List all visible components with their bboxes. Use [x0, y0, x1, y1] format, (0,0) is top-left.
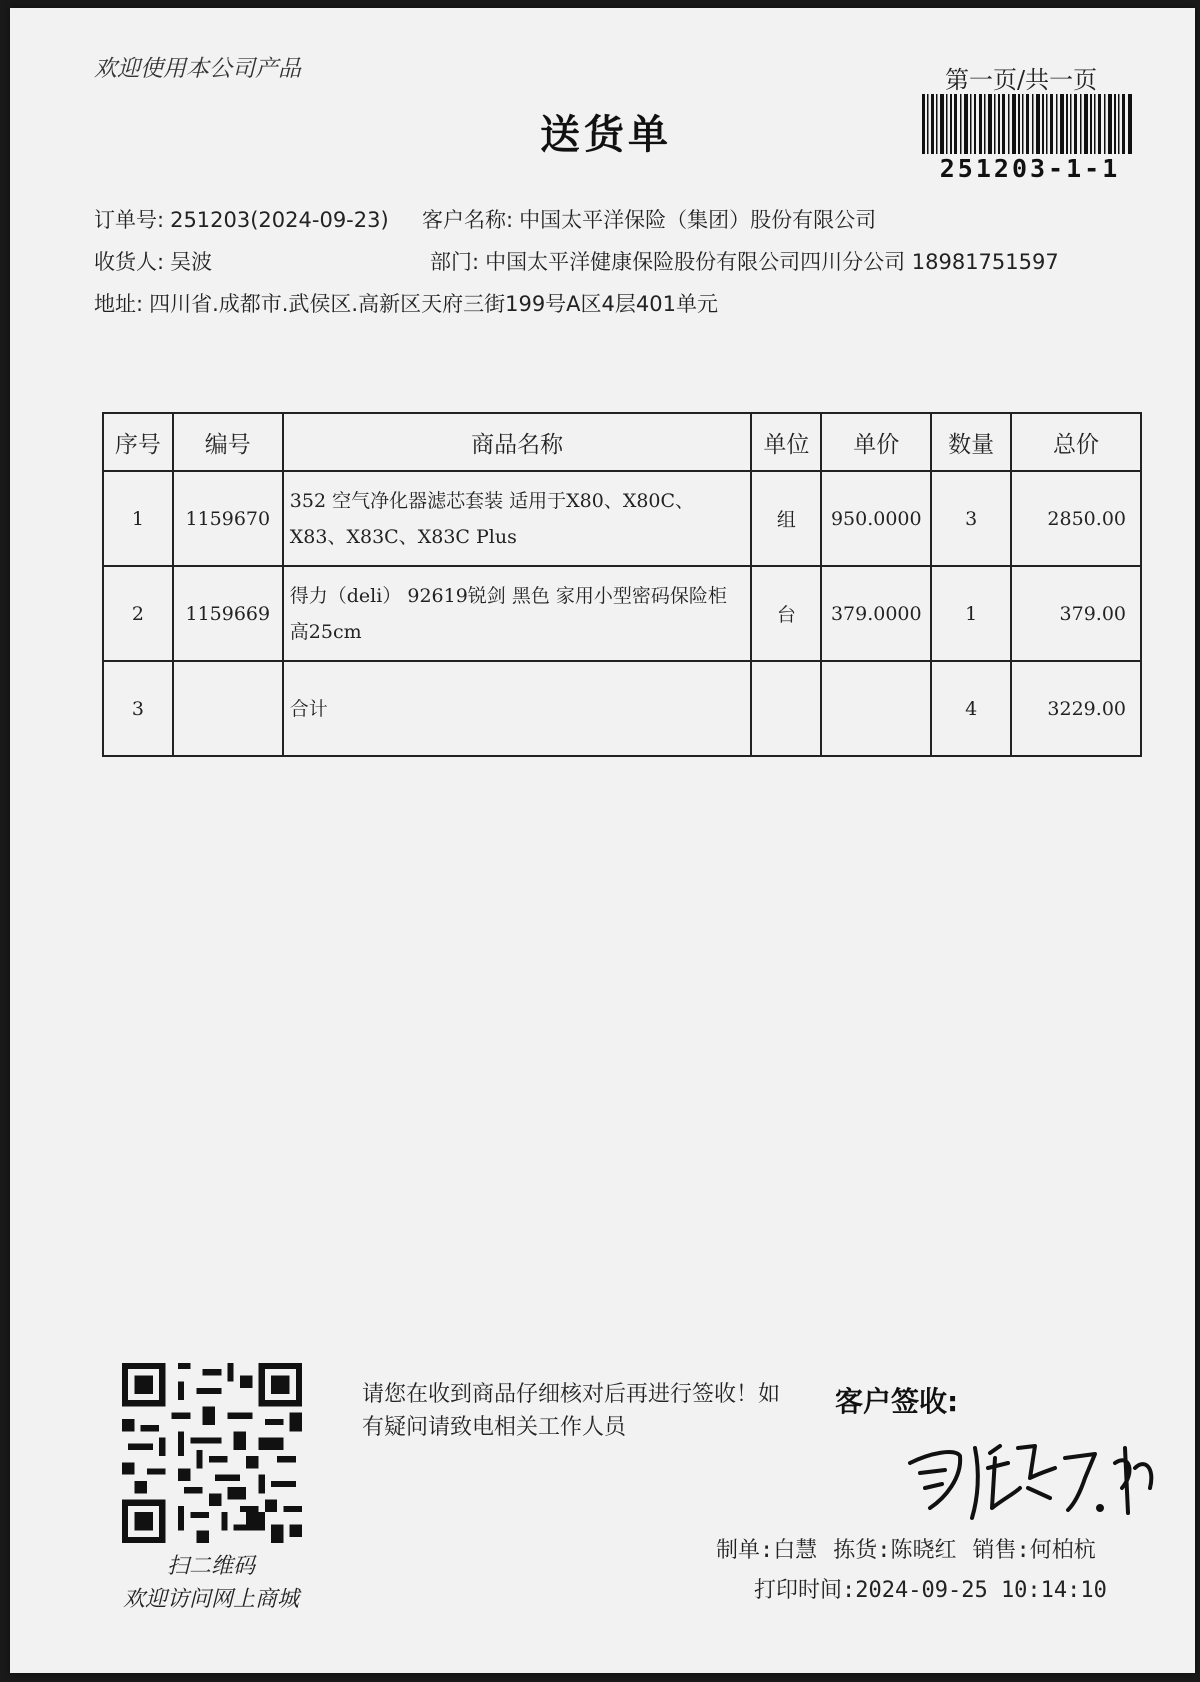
sales-text: 销售:何柏杭	[972, 1538, 1096, 1563]
department-label: 部门:	[430, 250, 480, 274]
print-time: 打印时间:2024-09-25 10:14:10	[754, 1578, 1107, 1603]
verification-notice: 请您在收到商品仔细核对后再进行签收！如有疑问请致电相关工作人员	[362, 1382, 781, 1440]
cell-unit: 组	[751, 471, 821, 566]
cell-quantity: 4	[931, 661, 1011, 756]
maker-text: 制单:白慧	[716, 1538, 818, 1563]
cell-quantity: 3	[931, 471, 1011, 566]
order-number-field	[94, 204, 389, 234]
qr-caption	[96, 1550, 326, 1616]
cell-quantity: 1	[931, 566, 1011, 661]
order-number-label: 订单号:	[94, 208, 165, 232]
cell-unit-price: 950.0000	[821, 471, 931, 566]
header-unit: 单位	[751, 413, 821, 471]
receiver-value: 吴波	[170, 250, 213, 274]
table-header-row	[103, 413, 1141, 471]
cell-seq: 1	[103, 471, 173, 566]
header-quantity: 数量	[931, 413, 1011, 471]
signature-icon	[900, 1418, 1160, 1528]
cell-product-name: 合计	[283, 661, 752, 756]
table-row	[103, 471, 1141, 566]
header-code: 编号	[173, 413, 283, 471]
page-indicator: 第一页/共一页	[945, 66, 1098, 94]
cell-total: 3229.00	[1011, 661, 1141, 756]
address-value: 四川省.成都市.武侯区.高新区天府三街199号A区4层401单元	[149, 292, 718, 316]
customer-sign-label: 客户签收:	[835, 1385, 959, 1418]
qr-code-icon	[122, 1363, 302, 1543]
receiver-field	[94, 246, 212, 276]
staff-line	[716, 1533, 1112, 1564]
cell-code: 1159670	[173, 471, 283, 566]
header-product-name: 商品名称	[283, 413, 752, 471]
header-total: 总价	[1011, 413, 1141, 471]
cell-total: 2850.00	[1011, 471, 1141, 566]
table-row	[103, 566, 1141, 661]
cell-product-name: 352 空气净化器滤芯套装 适用于X80、X80C、X83、X83C、X83C Plus	[283, 471, 752, 566]
cell-unit: 台	[751, 566, 821, 661]
qr-caption-line-1: 扫二维码	[166, 1554, 255, 1579]
goods-table	[102, 412, 1142, 757]
document-title: 送货单	[540, 112, 672, 158]
address-field	[94, 288, 718, 318]
barcode-number: 251203-1-1	[939, 154, 1121, 183]
header-seq: 序号	[103, 413, 173, 471]
customer-name-label: 客户名称:	[422, 208, 514, 232]
customer-name-value: 中国太平洋保险（集团）股份有限公司	[519, 208, 877, 232]
delivery-note-paper	[10, 8, 1195, 1673]
receiver-label: 收货人:	[94, 250, 165, 274]
department-field	[430, 246, 1059, 276]
order-number-value: 251203(2024-09-23)	[170, 208, 389, 232]
cell-product-name: 得力（deli） 92619锐剑 黑色 家用小型密码保险柜 高25cm	[283, 566, 752, 661]
cell-code	[173, 661, 283, 756]
cell-seq: 2	[103, 566, 173, 661]
customer-name-field	[422, 204, 876, 234]
picker-text: 拣货:陈晓红	[833, 1538, 957, 1563]
cell-unit-price: 379.0000	[821, 566, 931, 661]
qr-caption-line-2: 欢迎访问网上商城	[122, 1587, 299, 1612]
cell-unit	[751, 661, 821, 756]
cell-seq: 3	[103, 661, 173, 756]
welcome-text: 欢迎使用本公司产品	[94, 56, 301, 82]
cell-code: 1159669	[173, 566, 283, 661]
header-unit-price: 单价	[821, 413, 931, 471]
barcode-icon	[922, 94, 1132, 154]
cell-unit-price	[821, 661, 931, 756]
table-row-total	[103, 661, 1141, 756]
cell-total: 379.00	[1011, 566, 1141, 661]
address-label: 地址:	[94, 292, 144, 316]
department-value: 中国太平洋健康保险股份有限公司四川分公司 18981751597	[485, 250, 1059, 274]
